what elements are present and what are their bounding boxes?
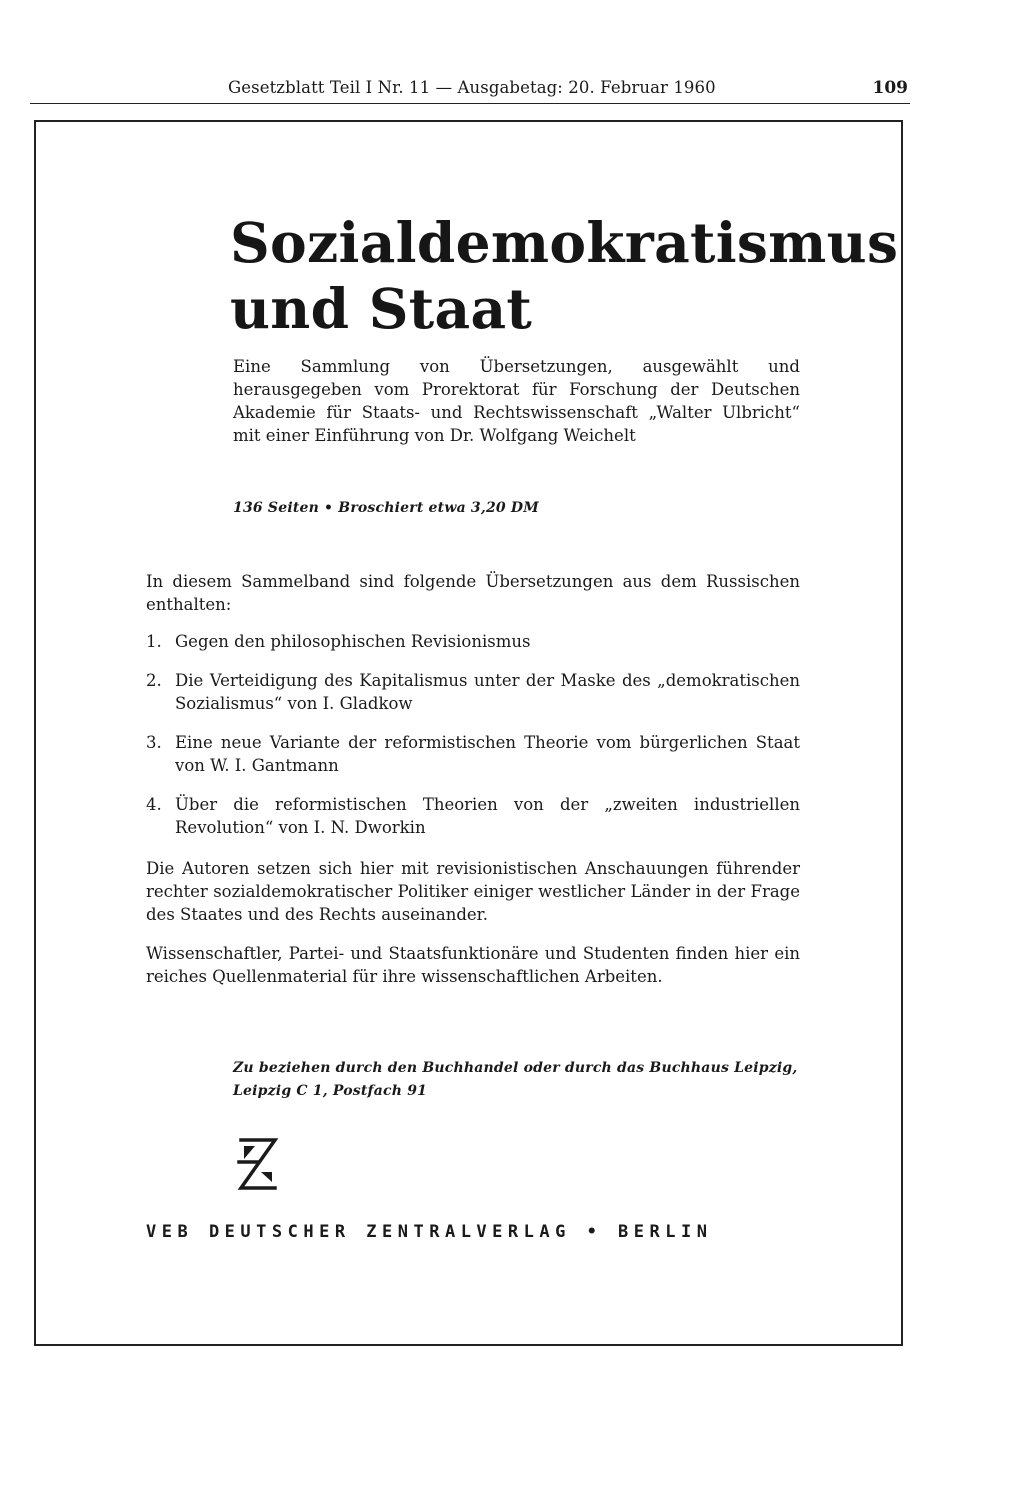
publisher-name: VEB DEUTSCHER ZENTRALVERLAG • BERLIN (146, 1222, 713, 1242)
book-specs: 136 Seiten • Broschiert etwa 3,20 DM (233, 500, 539, 516)
list-item-number: 3. (146, 733, 162, 752)
list-item-text: Gegen den philosophischen Revisionismus (175, 632, 531, 651)
list-item (146, 793, 800, 839)
list-item-text: Eine neue Variante der reformistischen Theorie vom bürgerlichen Staat von W. I. Gantmann (175, 733, 800, 775)
book-title (230, 210, 898, 342)
contents-list (146, 630, 800, 855)
page-number: 109 (872, 78, 908, 98)
description-paragraph-2: Wissenschaftler, Partei- und Staatsfunktionäre und Studenten finden hier ein reiches Quellenmaterial für ihre wissenschaftlichen Arbeiten. (146, 944, 800, 986)
description-paragraph-1: Die Autoren setzen sich hier mit revisionistischen Anschauungen führender rechter sozialdemokratischer Politiker einiger westlicher Länder in der Frage des Staates und des Rechts auseinander. (146, 859, 800, 924)
gazette-header-title: Gesetzblatt Teil I Nr. 11 — Ausgabetag: 20. Februar 1960 (228, 78, 716, 97)
page-header (30, 78, 910, 104)
list-item-number: 4. (146, 795, 162, 814)
order-note-line-2: Leipzig C 1, Postfach 91 (233, 1083, 428, 1099)
book-title-line-1: Sozialdemokratismus (230, 210, 899, 275)
header-divider (30, 103, 910, 104)
list-item (146, 630, 800, 653)
contents-intro: In diesem Sammelband sind folgende Übersetzungen aus dem Russischen enthalten: (146, 572, 800, 614)
order-note (233, 1057, 801, 1103)
list-item-number: 1. (146, 632, 162, 651)
list-item (146, 731, 800, 777)
book-subtitle: Eine Sammlung von Übersetzungen, ausgewählt und herausgegeben vom Prorektorat für Forschung der Deutschen Akademie für Staats- und Rechtswissenschaft „Walter Ulbricht“ mit einer Einführung von Dr. Wolfgang Weichelt (233, 357, 800, 445)
list-item-text: Über die reformistischen Theorien von der „zweiten industriellen Revolution“ von I. N. Dworkin (175, 795, 800, 837)
list-item (146, 669, 800, 715)
order-note-line-1: Zu beziehen durch den Buchhandel oder durch das Buchhaus Leipzig, (233, 1060, 798, 1076)
book-title-line-2: und Staat (230, 276, 533, 341)
publisher-logo-icon (235, 1132, 281, 1196)
list-item-text: Die Verteidigung des Kapitalismus unter der Maske des „demokratischen Sozialismus“ von I. Gladkow (175, 671, 800, 713)
list-item-number: 2. (146, 671, 162, 690)
